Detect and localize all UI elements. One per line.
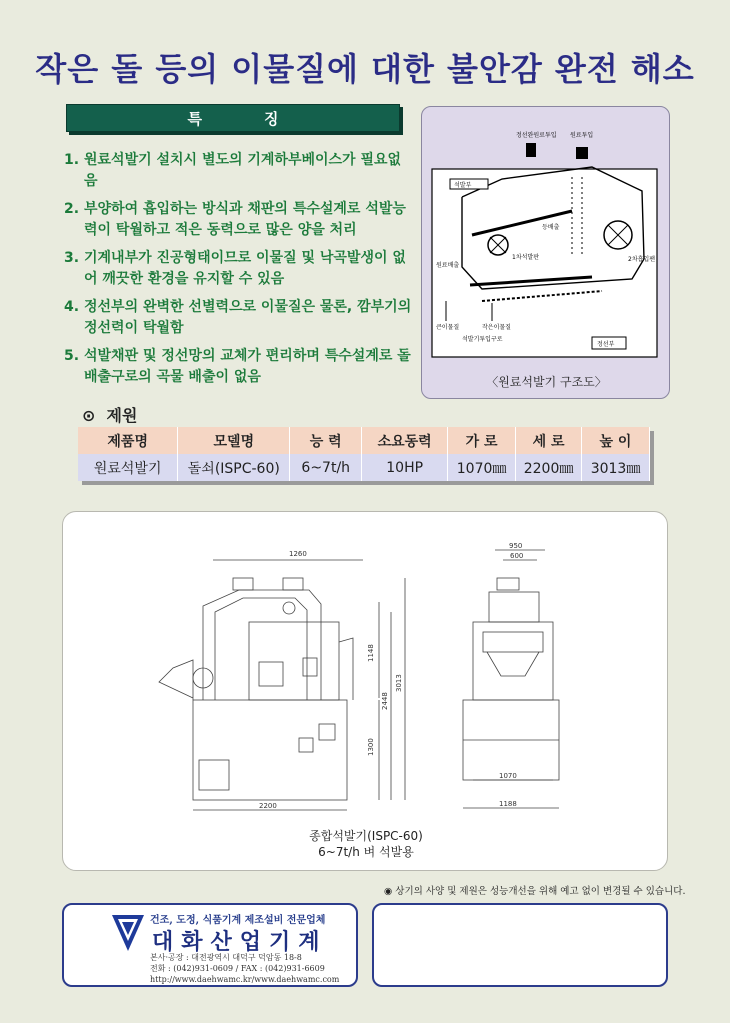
table-header-cell: 높 이 [582, 427, 650, 454]
dim-h-mid: 2448 [381, 692, 389, 710]
table-row [78, 454, 650, 481]
company-logo-icon [110, 913, 146, 953]
company-phone: 전화 : (042)931-0609 / FAX : (042)931-6609 [150, 964, 325, 973]
front-duct-inner [215, 598, 307, 700]
side-hopper [497, 578, 519, 590]
front-chute [159, 660, 193, 700]
dim-bottom-width: 2200 [259, 802, 277, 810]
front-hopper-b [283, 578, 303, 590]
dim-side-mid: 1070 [499, 772, 517, 780]
dim-side-top1: 950 [509, 542, 523, 550]
feature-item [64, 297, 414, 339]
table-header-cell: 소요동력 [362, 427, 448, 454]
feature-number: 1. [64, 152, 80, 168]
table-header-row [78, 427, 650, 454]
features-list [64, 150, 414, 395]
side-head [489, 592, 539, 622]
side-body [473, 622, 553, 700]
table-cell: 6~7t/h [290, 454, 362, 481]
table-cell: 10HP [362, 454, 448, 481]
feature-item [64, 248, 414, 290]
side-window [483, 632, 543, 652]
front-side [339, 638, 353, 700]
label-input-raw: 원료투입 [570, 132, 594, 139]
feature-text: 기계내부가 진공형태이므로 이물질 및 낙곡발생이 없어 깨끗한 환경을 유지할 수 있음 [84, 250, 406, 287]
feature-text: 부양하여 흡입하는 방식과 채판의 특수설계로 석발능력이 탁월하고 적은 동력으로 많은 양을 처리 [84, 201, 406, 238]
feature-number: 5. [64, 348, 80, 364]
front-gauge [283, 602, 295, 614]
page-title: 작은 돌 등의 이물질에 대한 불안감 완전 해소 [35, 50, 695, 88]
front-door [319, 724, 335, 740]
feature-item [64, 199, 414, 241]
diagram-caption: 〈원료석발기 구조도〉 [486, 375, 607, 389]
dim-side-top2: 600 [510, 552, 524, 560]
front-panel [199, 760, 229, 790]
table-header-cell: 제품명 [78, 427, 178, 454]
table-header-cell: 모델명 [178, 427, 290, 454]
table-header-cell: 세 로 [516, 427, 582, 454]
drawing-caption [63, 828, 669, 860]
feature-text: 석발채판 및 정선망의 교체가 편리하며 특수설계로 돌 배출구로의 곡물 배출이 없음 [84, 348, 411, 385]
feature-number: 3. [64, 250, 80, 266]
feature-number: 2. [64, 201, 80, 217]
company-web: http://www.daehwamc.kr/www.daehwamc.com [150, 975, 340, 984]
drawing-caption-line2: 6~7t/h 벼 석발용 [318, 845, 414, 859]
feature-item [64, 346, 414, 388]
label-raw-outlet: 원료배출 [436, 262, 460, 269]
specs-table [78, 427, 650, 481]
feature-number: 4. [64, 299, 80, 315]
table-cell: 2200㎜ [516, 454, 582, 481]
dim-h-lower: 1300 [367, 738, 375, 756]
front-grille [303, 658, 317, 676]
feature-item [64, 150, 414, 192]
drawing-caption-line1: 종합석발기(ISPC-60) [309, 829, 423, 843]
table-header-cell: 능 력 [290, 427, 362, 454]
label-small-debris: 작은이물질 [482, 324, 511, 331]
structure-diagram [421, 106, 670, 399]
front-window [259, 662, 283, 686]
table-cell: 돌쇠(ISPC-60) [178, 454, 290, 481]
dim-top-width: 1260 [289, 550, 307, 558]
side-funnel [487, 652, 539, 676]
company-card [62, 903, 358, 987]
company-address: 본사·공장 : 대전광역시 대덕구 덕암동 18-8 [150, 953, 302, 962]
dim-side-bottom: 1188 [499, 800, 517, 808]
front-door-2 [299, 738, 313, 752]
features-banner: 특징 [66, 104, 400, 132]
table-header-cell: 가 로 [448, 427, 516, 454]
front-hopper-a [233, 578, 253, 590]
machine-drawing-svg [63, 512, 669, 822]
structure-diagram-svg [422, 107, 671, 369]
specs-heading-text: 제원 [106, 406, 138, 425]
label-stone-part: 석발부 [454, 182, 472, 189]
table-cell: 원료석발기 [78, 454, 178, 481]
label-input-fine: 정선완원료투입 [516, 132, 557, 139]
company-info [150, 952, 339, 985]
diagram-frame [432, 169, 657, 357]
hopper-b [576, 147, 588, 159]
disclaimer-note: ◉ 상기의 사양 및 제원은 성능개선을 위해 예고 없이 변경될 수 있습니다. [384, 886, 686, 897]
company-tagline: 건조, 도정, 식품기계 제조설비 전문업체 [150, 915, 326, 926]
company-name: 대화산업기계 [152, 930, 328, 955]
label-second-suction: 2차흡입팬 [628, 256, 656, 263]
feature-text: 정선부의 완벽한 선별력으로 이물질은 물론, 깜부기의 정선력이 탁월함 [84, 299, 412, 336]
front-base [193, 700, 347, 800]
target-icon: ⊙ [82, 406, 96, 425]
label-stone-outlet: 석발기투입구로 [462, 336, 503, 343]
label-refine-part: 정선부 [597, 341, 615, 348]
label-chute: 등배출 [542, 224, 560, 231]
table-cell: 1070㎜ [448, 454, 516, 481]
hopper-a [526, 143, 536, 157]
label-stone-plate: 1차석발판 [512, 254, 540, 261]
feature-text: 원료석발기 설치시 별도의 기계하부베이스가 필요없음 [84, 152, 402, 189]
dim-h-upper: 1148 [367, 644, 375, 662]
label-large-debris: 큰이물질 [436, 324, 460, 331]
front-body [249, 622, 339, 700]
specs-heading [82, 403, 137, 426]
dim-h-total: 3013 [395, 674, 403, 692]
table-cell: 3013㎜ [582, 454, 650, 481]
machine-drawing [62, 511, 668, 871]
blank-card [372, 903, 668, 987]
